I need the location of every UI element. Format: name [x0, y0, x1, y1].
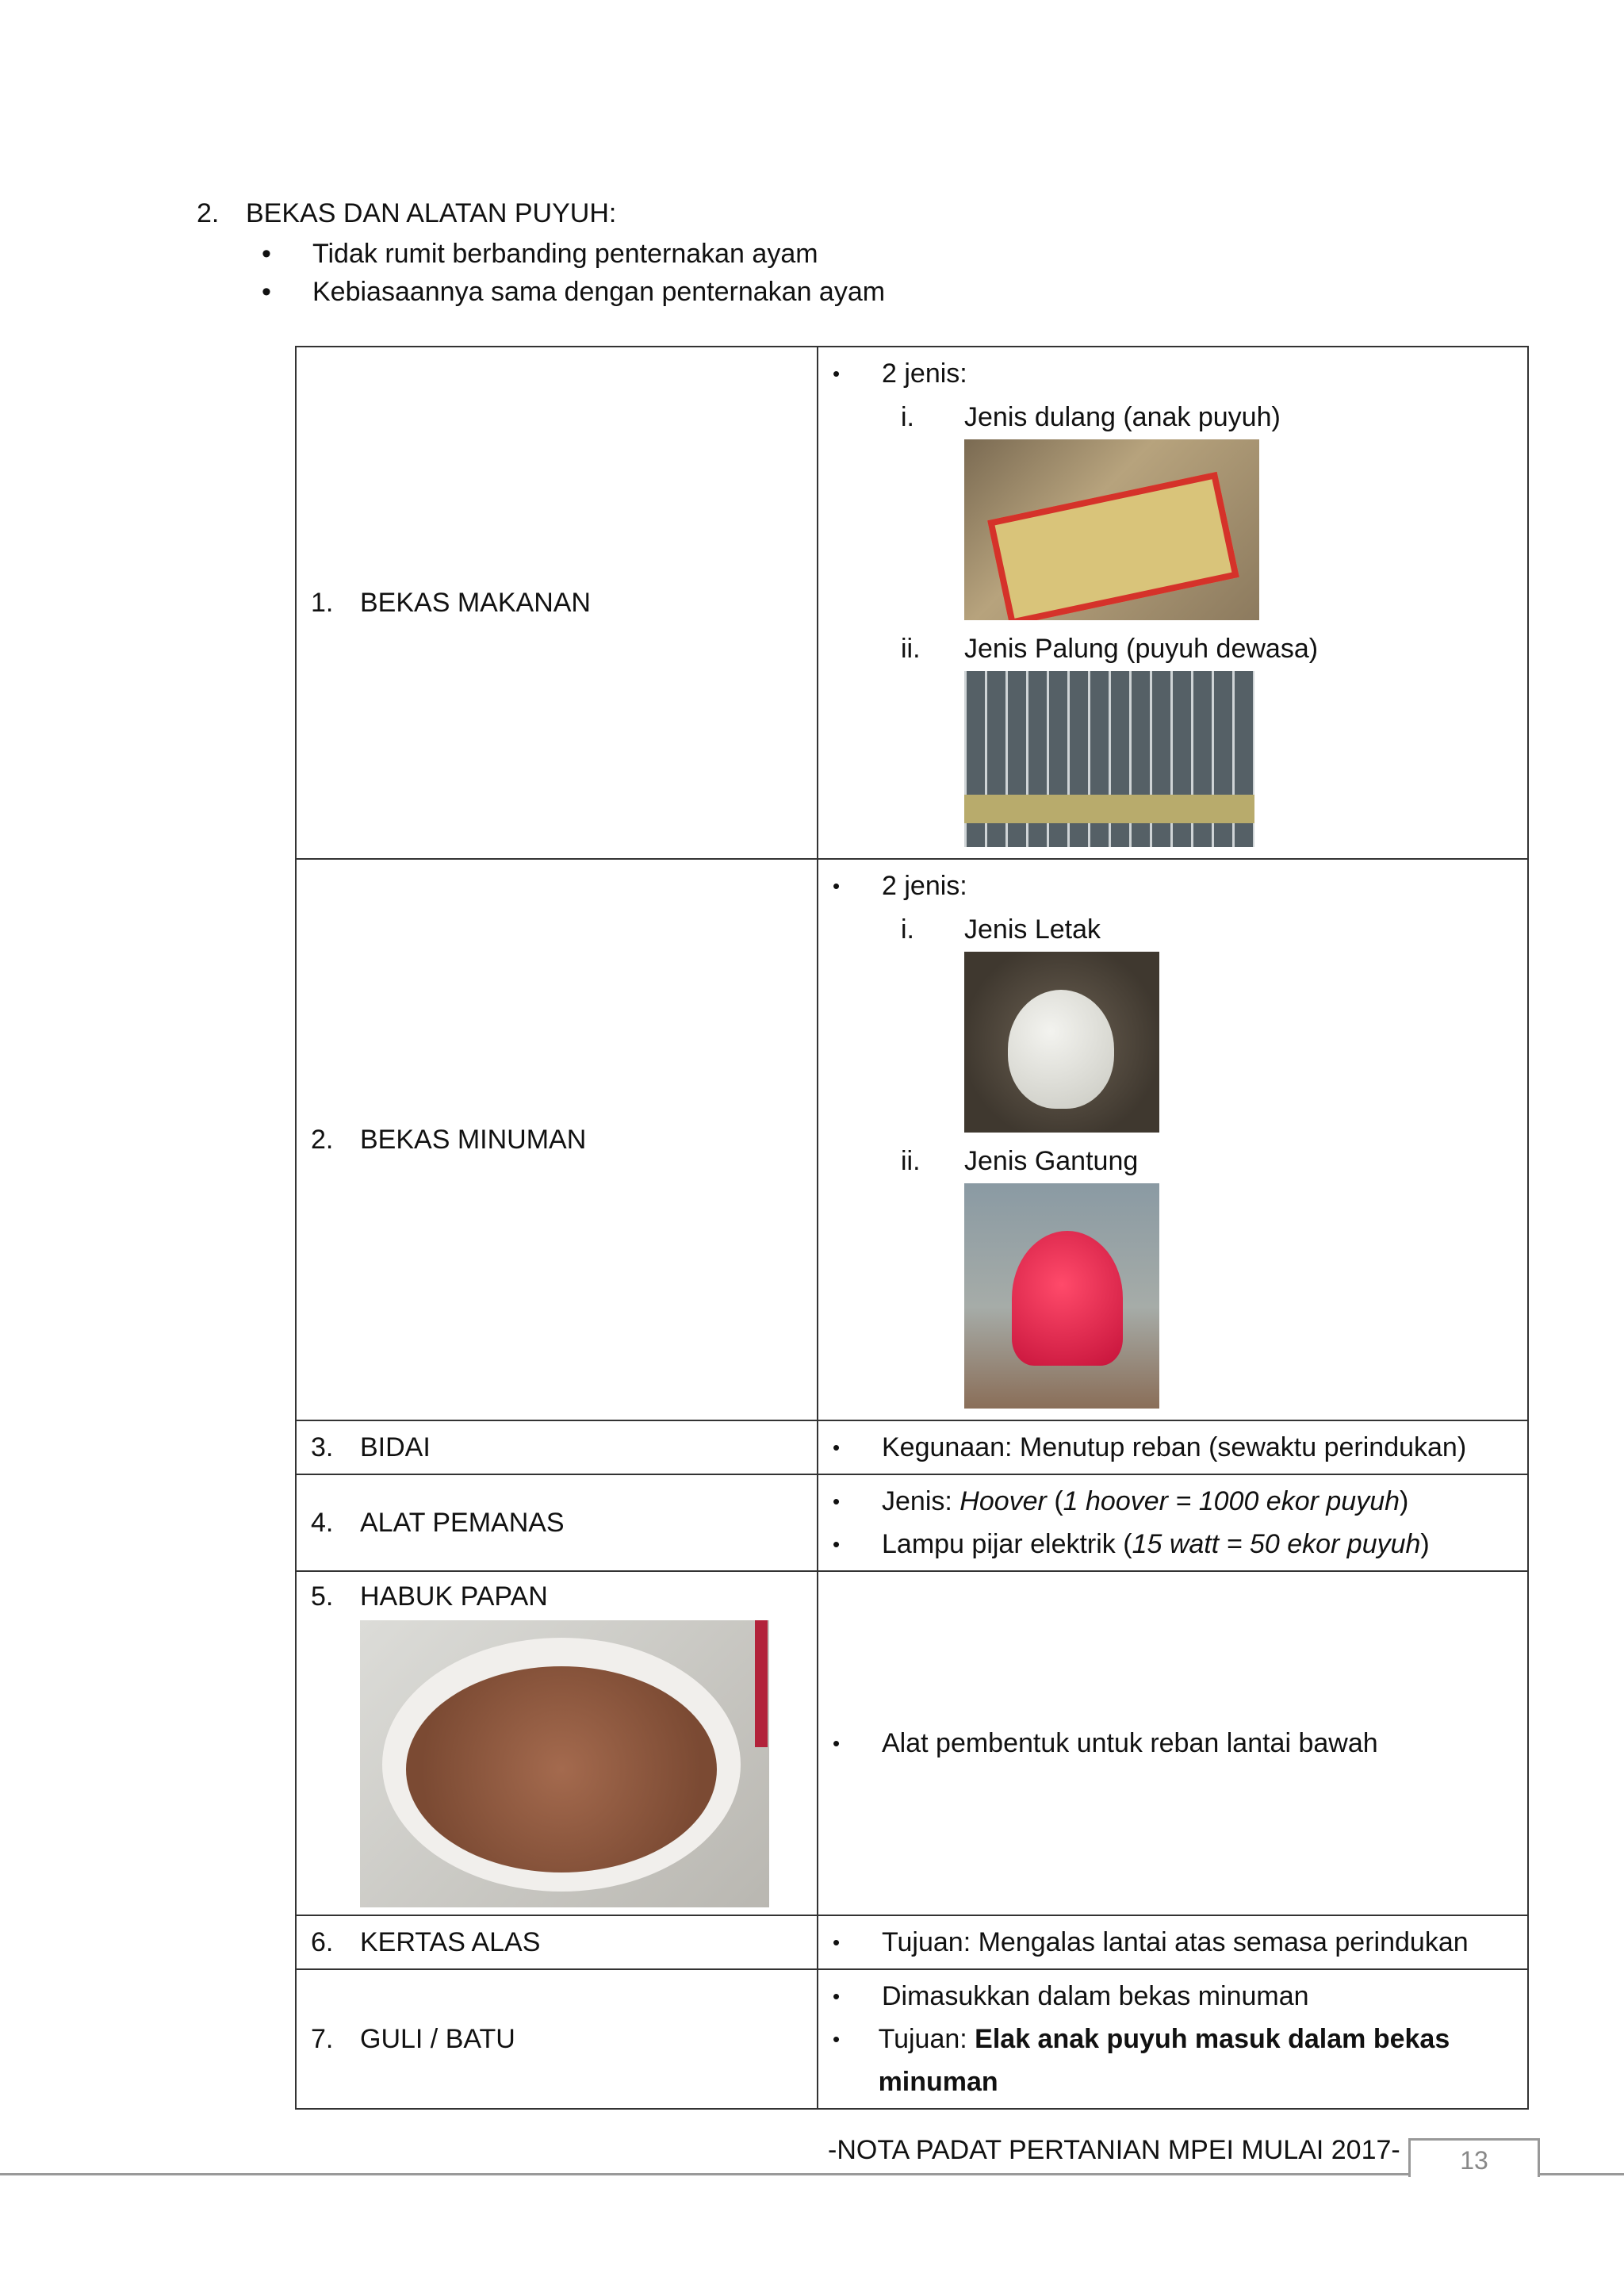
- table-row: 3. BIDAI • Kegunaan: Menutup reban (sewaktu perindukan): [296, 1420, 1528, 1474]
- table-row: 4. ALAT PEMANAS • Jenis: Hoover (1 hoover = 1000 ekor puyuh) • Lampu pijar elektrik (15 watt = 50 ekor puyuh): [296, 1474, 1528, 1571]
- table-row: 6. KERTAS ALAS • Tujuan: Mengalas lantai atas semasa perindukan: [296, 1915, 1528, 1969]
- footer-rule: [0, 2173, 1624, 2175]
- tray-feeder-photo: [964, 439, 1259, 620]
- item-label: 7. GULI / BATU: [311, 2023, 515, 2054]
- intro-item: • Tidak rumit berbanding penternakan ayam: [262, 235, 885, 273]
- page-number: 13: [1408, 2138, 1540, 2177]
- bullet: •: [262, 239, 271, 269]
- item-label: 4. ALAT PEMANAS: [311, 1507, 565, 1538]
- intro-list: [262, 235, 885, 311]
- footer-text: -NOTA PADAT PERTANIAN MPEI MULAI 2017-: [828, 2135, 1400, 2165]
- floor-drinker-photo: [964, 952, 1159, 1133]
- equipment-table: [295, 346, 1529, 2110]
- item-label: 2. BEKAS MINUMAN: [311, 1124, 587, 1155]
- table-row: 7. GULI / BATU • Dimasukkan dalam bekas minuman • Tujuan: Elak anak puyuh masuk dalam bekas minuman: [296, 1969, 1528, 2109]
- table-row: 2. BEKAS MINUMAN • 2 jenis: i. Jenis Letak ii. Jenis Gantung: [296, 859, 1528, 1420]
- trough-feeder-photo: [964, 671, 1254, 847]
- sawdust-photo: [360, 1620, 769, 1907]
- item-label: 6. KERTAS ALAS: [311, 1926, 541, 1957]
- item-label: 5. HABUK PAPAN: [311, 1581, 548, 1612]
- section-heading: [197, 198, 616, 229]
- intro-item: • Kebiasaannya sama dengan penternakan ayam: [262, 273, 885, 311]
- section-number: 2.: [197, 198, 220, 228]
- item-label: 3. BIDAI: [311, 1432, 431, 1462]
- bullet: •: [262, 277, 271, 307]
- table-row: 5. HABUK PAPAN • Alat pembentuk untuk reban lantai bawah: [296, 1571, 1528, 1915]
- table-row: 1. BEKAS MAKANAN • 2 jenis: i. Jenis dulang (anak puyuh) ii. Jenis Palung (puyuh dewasa): [296, 347, 1528, 859]
- page-footer: [0, 2124, 1624, 2175]
- item-label: 1. BEKAS MAKANAN: [311, 587, 591, 618]
- hanging-drinker-photo: [964, 1183, 1159, 1409]
- section-title: BEKAS DAN ALATAN PUYUH:: [246, 198, 617, 228]
